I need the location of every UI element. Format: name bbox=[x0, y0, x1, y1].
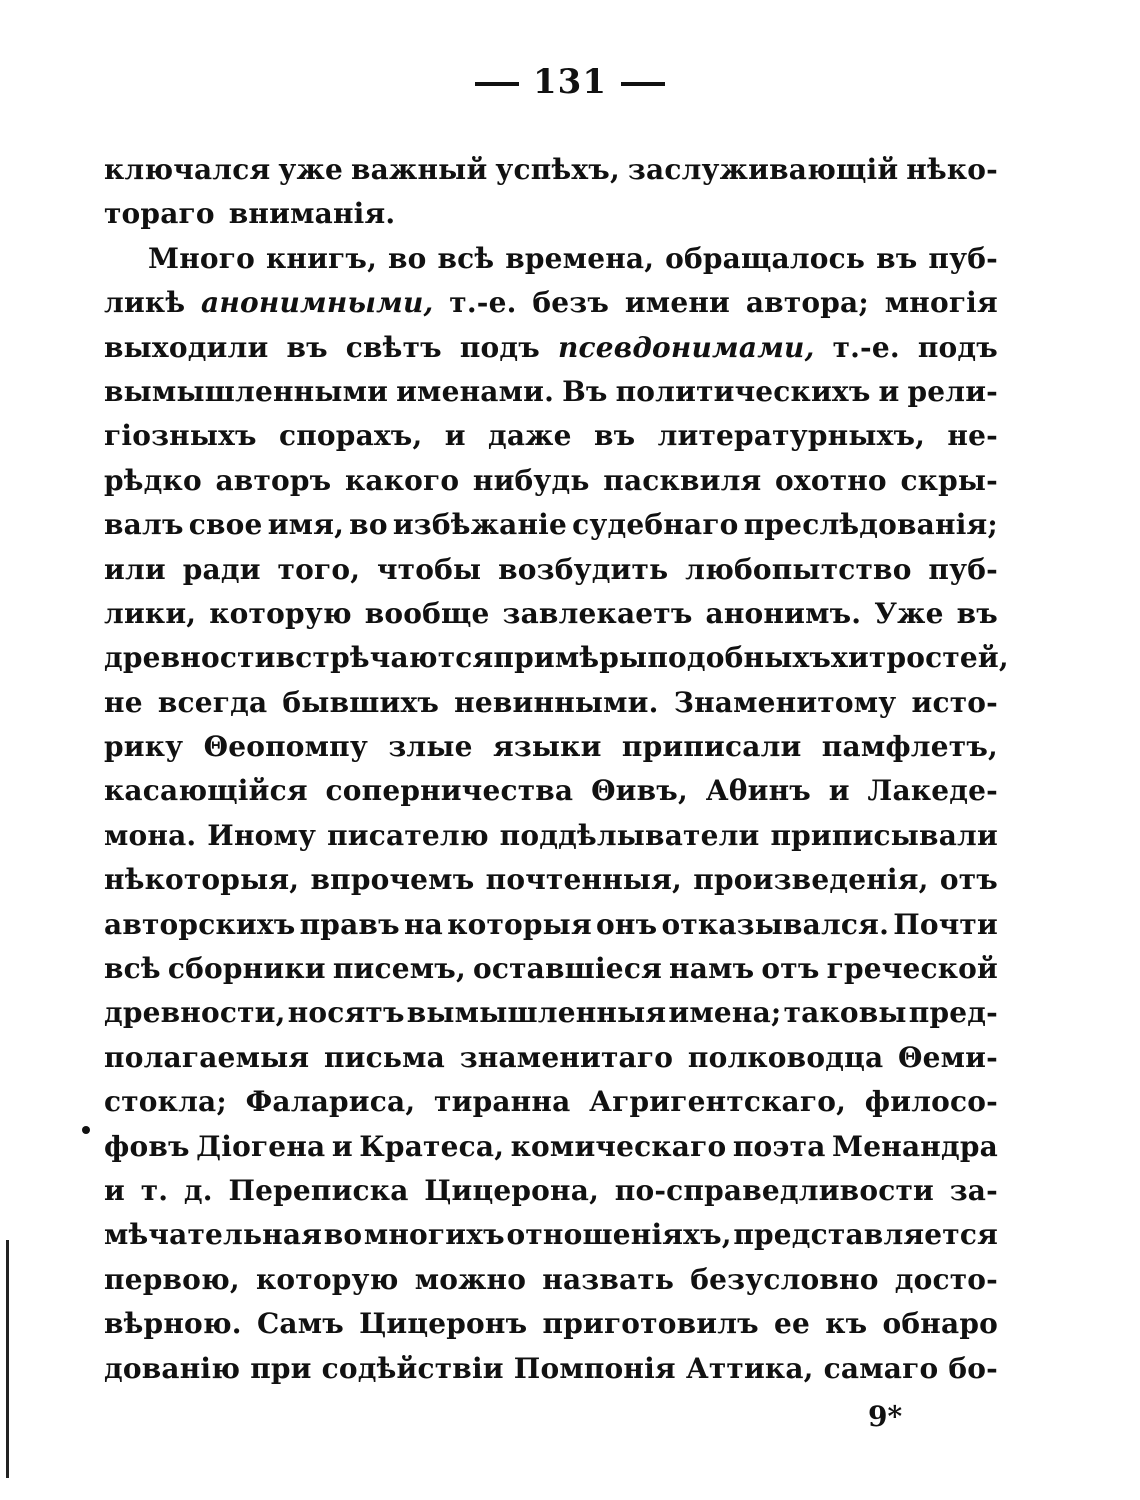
word: Фалариса, bbox=[245, 1085, 416, 1119]
word: бывшихъ bbox=[282, 685, 440, 719]
word: таковы bbox=[783, 996, 907, 1030]
word: представляется bbox=[733, 1218, 998, 1252]
word: скры- bbox=[900, 463, 998, 497]
word: языки bbox=[492, 730, 602, 764]
word: любопытство bbox=[685, 552, 912, 586]
word: филосо- bbox=[864, 1085, 998, 1119]
word: приписали bbox=[621, 730, 802, 764]
word: злые bbox=[388, 730, 473, 764]
word: т. bbox=[140, 1173, 169, 1207]
word: обращалось bbox=[665, 241, 866, 275]
word: книгъ, bbox=[265, 241, 378, 275]
word: впрочемъ bbox=[310, 863, 475, 897]
word: въ bbox=[956, 596, 998, 630]
word: дованію bbox=[104, 1351, 241, 1385]
word: возбудить bbox=[498, 552, 669, 586]
word: пред- bbox=[908, 996, 998, 1030]
word: Уже bbox=[874, 596, 944, 630]
word: валъ bbox=[104, 508, 184, 542]
word: Самъ bbox=[256, 1307, 344, 1341]
word: письма bbox=[323, 1040, 445, 1074]
word: охотно bbox=[775, 463, 887, 497]
word: и bbox=[828, 774, 850, 808]
text-line bbox=[104, 769, 998, 813]
body-text bbox=[104, 148, 1009, 1391]
word: спорахъ, bbox=[278, 419, 423, 453]
word: именами. bbox=[396, 374, 555, 408]
word: рели- bbox=[907, 374, 998, 408]
word: знаменитаго bbox=[459, 1040, 674, 1074]
text-line bbox=[104, 459, 998, 503]
word: чтобы bbox=[376, 552, 482, 586]
word: успѣхъ, bbox=[495, 153, 620, 186]
word: правъ bbox=[299, 907, 400, 941]
word: во bbox=[349, 508, 388, 542]
text-line bbox=[104, 1036, 998, 1080]
word: лики, bbox=[104, 596, 197, 630]
word: Помпонія bbox=[513, 1351, 676, 1385]
word: Цицеронъ bbox=[359, 1307, 528, 1341]
word: пуб- bbox=[928, 241, 998, 275]
text-line bbox=[104, 326, 998, 370]
text-line bbox=[104, 636, 1009, 680]
word: оставшіеся bbox=[473, 952, 662, 986]
italic-word-pseudonyms: псевдонимами, bbox=[557, 330, 815, 364]
word: Цицерона, bbox=[424, 1173, 600, 1207]
text-line bbox=[104, 592, 998, 636]
word: и bbox=[104, 1173, 125, 1207]
word: къ bbox=[825, 1307, 868, 1341]
text-line bbox=[104, 1169, 998, 1213]
word: приготовилъ bbox=[542, 1307, 759, 1341]
word: и bbox=[444, 419, 466, 453]
word: во bbox=[323, 1218, 363, 1252]
word: имена; bbox=[668, 996, 782, 1030]
word: онъ bbox=[596, 907, 658, 941]
text-line bbox=[104, 148, 998, 192]
word: анонимъ. bbox=[705, 596, 862, 630]
word: самаго bbox=[823, 1351, 939, 1385]
word: безъ bbox=[532, 286, 610, 320]
word: мона. bbox=[104, 818, 197, 852]
word: исто- bbox=[911, 685, 998, 719]
word: важный bbox=[351, 153, 488, 186]
word: приписывали bbox=[770, 818, 998, 852]
word: авторскихъ bbox=[104, 907, 296, 941]
word: заслуживающій bbox=[627, 153, 899, 186]
word: Знаменитому bbox=[673, 685, 897, 719]
text-line bbox=[104, 414, 998, 458]
word: тиранна bbox=[434, 1085, 571, 1119]
word: подобныхъ bbox=[647, 641, 832, 675]
word: Переписка bbox=[228, 1173, 409, 1207]
word: какого bbox=[344, 463, 460, 497]
word: въ bbox=[593, 419, 636, 453]
word: завлекаетъ bbox=[502, 596, 693, 630]
word: древности bbox=[104, 641, 276, 675]
word: Менандра bbox=[832, 1129, 998, 1163]
word: по-справедливости bbox=[614, 1173, 934, 1207]
text-line bbox=[104, 1347, 998, 1391]
word: многихъ bbox=[363, 1218, 505, 1252]
word: вымышленными bbox=[104, 374, 389, 408]
text-line bbox=[104, 725, 998, 769]
text-line bbox=[104, 991, 998, 1035]
word: пасквиля bbox=[603, 463, 762, 497]
word: примѣры bbox=[493, 641, 648, 675]
word: полагаемыя bbox=[104, 1040, 310, 1074]
italic-word-anonymous: анонимными, bbox=[201, 286, 434, 320]
word: рѣдко bbox=[104, 463, 202, 497]
word: носятъ bbox=[287, 996, 405, 1030]
word: хитростей, bbox=[831, 641, 1009, 675]
word: и bbox=[331, 1129, 353, 1163]
text-line bbox=[104, 858, 998, 902]
word: выходили bbox=[104, 330, 269, 364]
word: обнаро bbox=[882, 1307, 998, 1341]
word: при bbox=[250, 1351, 312, 1385]
word: того, bbox=[277, 552, 361, 586]
word: Лакеде- bbox=[867, 774, 998, 808]
word: памфлетъ, bbox=[821, 730, 998, 764]
word: которую bbox=[209, 596, 352, 630]
text-line bbox=[104, 1258, 998, 1302]
word: всегда bbox=[157, 685, 268, 719]
scan-edge-rule bbox=[6, 1240, 9, 1478]
text-line bbox=[104, 681, 998, 725]
word: писателю bbox=[327, 818, 489, 852]
word: Много bbox=[148, 241, 255, 275]
word: отношеніяхъ, bbox=[506, 1218, 732, 1252]
word: ее bbox=[774, 1307, 811, 1341]
word: безусловно bbox=[690, 1262, 879, 1296]
text-line bbox=[104, 281, 998, 325]
right-dash bbox=[621, 82, 665, 86]
word: преслѣдованія; bbox=[743, 508, 998, 542]
word: времена, bbox=[505, 241, 655, 275]
word: ради bbox=[182, 552, 261, 586]
word: вниманія. bbox=[228, 197, 396, 231]
word: почтенныя, bbox=[485, 863, 682, 897]
word: нѣко- bbox=[906, 153, 998, 186]
word: избѣжаніе bbox=[392, 508, 568, 542]
word: нѣкоторыя, bbox=[104, 863, 300, 897]
word: писемъ, bbox=[332, 952, 466, 986]
word: сборники bbox=[167, 952, 326, 986]
word: древности, bbox=[104, 996, 286, 1030]
word: свое bbox=[188, 508, 263, 542]
word: вообще bbox=[364, 596, 490, 630]
word: т.-е. bbox=[832, 330, 900, 364]
word: Аттика, bbox=[685, 1351, 814, 1385]
word: всѣ bbox=[104, 952, 161, 986]
word: отъ bbox=[939, 863, 998, 897]
word: Діогена bbox=[196, 1129, 326, 1163]
text-line bbox=[104, 1125, 998, 1169]
word: подъ bbox=[459, 330, 540, 364]
word: Θеопомпу bbox=[203, 730, 369, 764]
signature-mark: 9* bbox=[868, 1400, 903, 1433]
word: не bbox=[104, 685, 143, 719]
word: нибудь bbox=[472, 463, 590, 497]
word: многія bbox=[884, 286, 998, 320]
word: досто- bbox=[894, 1262, 998, 1296]
word: свѣтъ bbox=[345, 330, 442, 364]
word: Кратеса, bbox=[359, 1129, 505, 1163]
word: стокла; bbox=[104, 1085, 227, 1119]
word: вымышленныя bbox=[406, 996, 667, 1030]
word: соперничества bbox=[325, 774, 574, 808]
word: гіозныхъ bbox=[104, 419, 257, 453]
word: можно bbox=[414, 1262, 527, 1296]
word: вѣрною. bbox=[104, 1307, 242, 1341]
word: на bbox=[403, 907, 443, 941]
text-line bbox=[104, 192, 998, 236]
word: которую bbox=[256, 1262, 399, 1296]
word: полководца bbox=[687, 1040, 884, 1074]
word: невинными. bbox=[454, 685, 659, 719]
word: судебнаго bbox=[572, 508, 739, 542]
word: Θеми- bbox=[898, 1040, 998, 1074]
word: пуб- bbox=[928, 552, 998, 586]
word: фовъ bbox=[104, 1129, 190, 1163]
text-line bbox=[104, 947, 998, 991]
text-line bbox=[104, 503, 998, 547]
word: или bbox=[104, 552, 166, 586]
word: первою, bbox=[104, 1262, 240, 1296]
word: т.-е. bbox=[449, 286, 517, 320]
word: Агригентскаго, bbox=[589, 1085, 847, 1119]
word: всѣ bbox=[437, 241, 495, 275]
word: Въ bbox=[562, 374, 608, 408]
word: отказывался. bbox=[661, 907, 890, 941]
word: имени bbox=[624, 286, 731, 320]
text-line bbox=[104, 903, 998, 947]
word: и bbox=[878, 374, 900, 408]
page-number: 131 bbox=[533, 62, 607, 102]
word: уже bbox=[278, 153, 344, 186]
word: касающійся bbox=[104, 774, 308, 808]
text-line bbox=[104, 1213, 998, 1257]
word: греческой bbox=[826, 952, 998, 986]
word: ключался bbox=[104, 153, 271, 186]
word: Иному bbox=[207, 818, 317, 852]
page-number-header bbox=[0, 62, 1140, 102]
word: имя, bbox=[267, 508, 345, 542]
word: намъ bbox=[669, 952, 755, 986]
word: встрѣчаются bbox=[275, 641, 494, 675]
left-dash bbox=[475, 82, 519, 86]
word: бо- bbox=[948, 1351, 998, 1385]
text-line bbox=[104, 370, 998, 414]
word: автора; bbox=[745, 286, 869, 320]
text-line bbox=[104, 548, 998, 592]
word: отъ bbox=[761, 952, 820, 986]
word: Почти bbox=[893, 907, 998, 941]
word: мѣчательная bbox=[104, 1218, 323, 1252]
word: въ bbox=[876, 241, 918, 275]
word: въ bbox=[286, 330, 328, 364]
word: не- bbox=[947, 419, 998, 453]
word: поддѣлыватели bbox=[499, 818, 760, 852]
word: авторъ bbox=[215, 463, 332, 497]
word: тораго bbox=[104, 197, 215, 231]
word: поэта bbox=[732, 1129, 826, 1163]
word: комическаго bbox=[510, 1129, 727, 1163]
word: во bbox=[387, 241, 427, 275]
word: литературныхъ, bbox=[657, 419, 926, 453]
word: Аθинъ bbox=[705, 774, 811, 808]
text-line bbox=[104, 1302, 998, 1346]
word: д. bbox=[183, 1173, 213, 1207]
word: подъ bbox=[917, 330, 998, 364]
word: которыя bbox=[447, 907, 592, 941]
word: политическихъ bbox=[615, 374, 871, 408]
word: назвать bbox=[542, 1262, 675, 1296]
text-line bbox=[104, 1080, 998, 1124]
word: содѣйствіи bbox=[321, 1351, 504, 1385]
margin-dot bbox=[82, 1126, 90, 1134]
word: произведенія, bbox=[693, 863, 929, 897]
text-line bbox=[104, 814, 998, 858]
word: Θивъ, bbox=[591, 774, 688, 808]
word: ликѣ bbox=[104, 286, 186, 320]
text-line bbox=[104, 237, 998, 281]
word: за- bbox=[949, 1173, 998, 1207]
word: рику bbox=[104, 730, 184, 764]
word: даже bbox=[487, 419, 572, 453]
